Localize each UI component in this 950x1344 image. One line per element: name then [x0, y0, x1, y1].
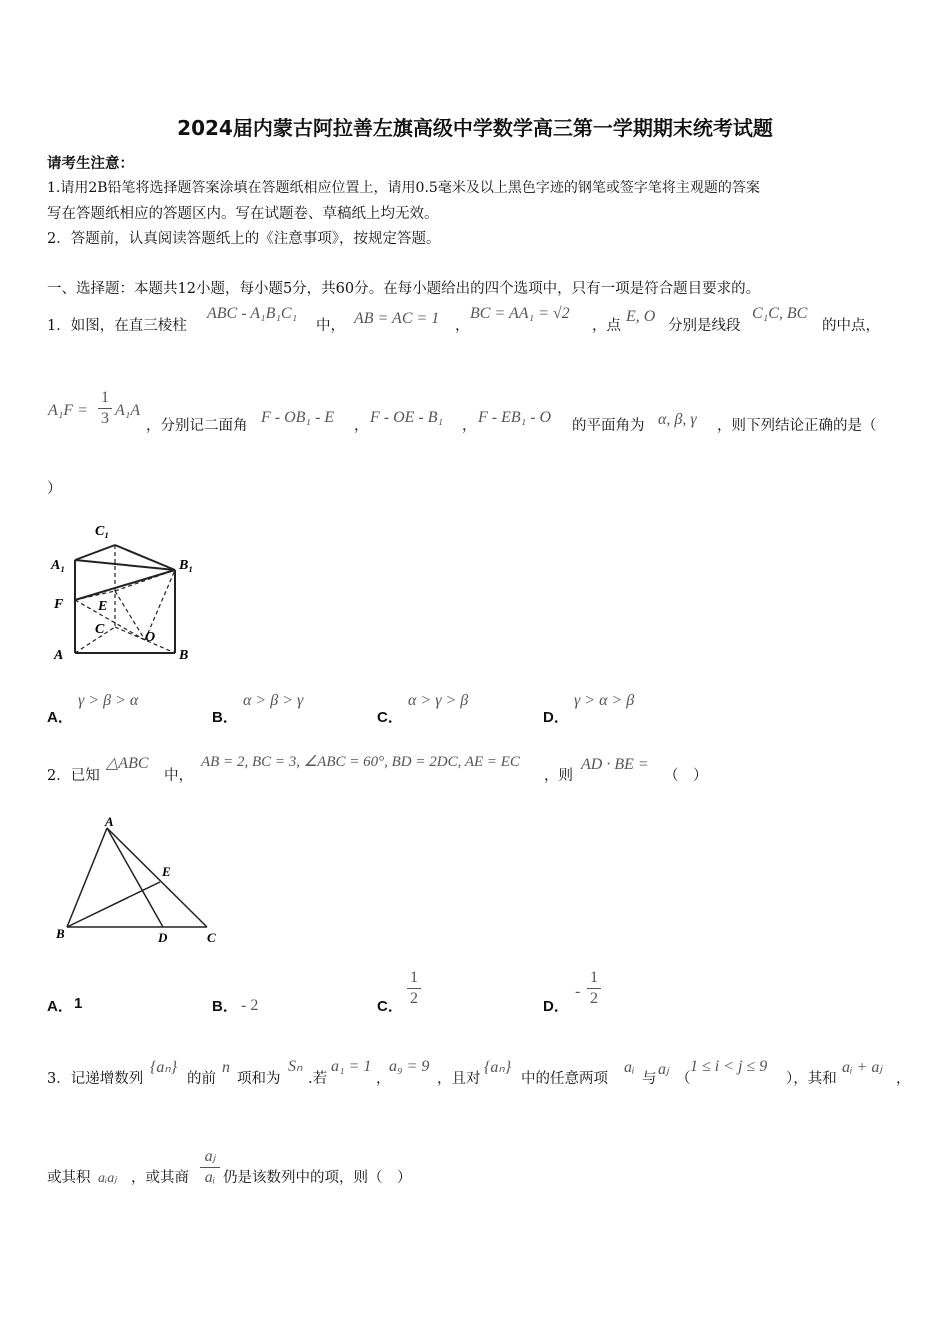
q3-quotient-numerator: aⱼ — [204, 1148, 216, 1165]
q1-text: 分别是线段 — [668, 318, 741, 334]
page-title: 2024届内蒙古阿拉善左旗高级中学数学高三第一学期期末统考试题 — [177, 116, 773, 140]
q3-math: aⱼ — [658, 1061, 669, 1078]
q1-option-b-label[interactable]: B． — [212, 709, 238, 726]
q1-fraction-denominator: 3 — [101, 410, 109, 427]
q1-option-c-value: α > γ > β — [408, 692, 469, 709]
q2-option-b-value: - 2 — [241, 997, 259, 1014]
q1-math: F - EB₁ - O — [478, 409, 552, 426]
q1-text: ， — [354, 418, 369, 434]
q3-math: 1 ≤ i < j ≤ 9 — [690, 1058, 768, 1075]
q3-math: aᵢaⱼ — [98, 1171, 117, 1186]
segment-fb1 — [75, 570, 175, 600]
q1-text: 中， — [316, 318, 345, 334]
label-B1: B₁ — [179, 558, 194, 573]
q3-text: ），其和 — [786, 1071, 837, 1087]
q1-math: A₁A — [115, 402, 141, 419]
q1-text: 的中点， — [822, 318, 880, 334]
q1-math: BC = AA₁ = √2 — [470, 305, 570, 322]
q3-math: aᵢ + aⱼ — [842, 1059, 883, 1076]
label-C: C — [95, 622, 105, 637]
q3-math: {aₙ} — [484, 1059, 512, 1076]
q2-text: ，则 — [544, 768, 573, 784]
q2-text: （ ） — [664, 768, 708, 784]
q1-option-a-value: γ > β > α — [78, 692, 139, 709]
label-A1: A₁ — [51, 558, 66, 573]
q3-text: （ — [676, 1071, 691, 1087]
q1-text: ，点 — [592, 318, 621, 334]
label-F: F — [54, 597, 64, 612]
q3-text: 的前 — [187, 1071, 216, 1087]
q3-math: Sₙ — [288, 1058, 303, 1075]
q2-math: AD · BE = — [581, 756, 649, 773]
label-E: E — [162, 864, 171, 879]
q1-fraction — [98, 389, 112, 428]
q1-option-c-label[interactable]: C． — [377, 709, 403, 726]
segment-eo — [115, 591, 145, 640]
q3-text: 仍是该数列中的项，则（ ） — [223, 1170, 412, 1186]
q3-math: a₁ = 1 — [331, 1058, 372, 1075]
q1-math: AB = AC = 1 — [354, 310, 440, 327]
q1-text: ， — [455, 318, 470, 334]
q1-option-d-value: γ > α > β — [574, 692, 635, 709]
edge-a1b1 — [75, 560, 175, 570]
side-ac — [107, 828, 207, 927]
q2-option-a-label[interactable]: A． — [47, 998, 73, 1015]
q1-option-a-label[interactable]: A． — [47, 709, 73, 726]
label-B: B — [179, 648, 189, 663]
label-C1: C₁ — [95, 524, 110, 539]
q2-text: 2．已知 — [47, 768, 100, 784]
q2-math: △ABC — [106, 755, 149, 772]
q2-option-d-numerator: 1 — [590, 969, 598, 986]
q1-text: ， — [462, 418, 477, 434]
q2-option-d-sign: - — [575, 983, 581, 1000]
q1-text: 的平面角为 — [572, 418, 645, 434]
q3-math: {aₙ} — [150, 1059, 178, 1076]
q1-math: α, β, γ — [658, 411, 697, 428]
q3-text: 或其积 — [47, 1170, 91, 1186]
q2-option-d-denominator: 2 — [590, 990, 598, 1007]
section-1-heading: 一、选择题：本题共12小题，每小题5分，共60分。在每小题给出的四个选项中，只有一项是符合题目要求的。 — [47, 281, 761, 297]
q1-math: A₁F = — [48, 402, 88, 419]
segment-ad — [107, 828, 163, 927]
q3-text: 与 — [642, 1071, 657, 1087]
notice-item-2: 2．答题前，认真阅读答题纸上的《注意事项》，按规定答题。 — [47, 231, 441, 247]
q2-option-b-label[interactable]: B． — [212, 998, 238, 1015]
notice-item-1-line-2: 写在答题纸相应的答题区内。写在试题卷、草稿纸上均无效。 — [47, 206, 439, 222]
label-D: D — [158, 930, 168, 945]
label-E: E — [98, 599, 108, 614]
q2-option-d-label[interactable]: D． — [543, 998, 569, 1015]
q1-text: 1．如图，在直三棱柱 — [47, 318, 187, 334]
q3-text: ， — [896, 1071, 911, 1087]
q2-text: 中， — [164, 768, 193, 784]
q2-option-a-value: 1 — [74, 995, 83, 1012]
q1-math: F - OE - B₁ — [370, 409, 444, 426]
segment-be — [67, 882, 160, 927]
q3-math: aᵢ — [624, 1059, 635, 1076]
segment-fo — [75, 600, 145, 640]
notice-item-1-line-1: 1.请用2B铅笔将选择题答案涂填在答题纸相应位置上，请用0.5毫米及以上黑色字迹的钢笔或签字笔将主观题的答案 — [47, 180, 760, 196]
q1-math: E, O — [626, 308, 656, 325]
q1-fraction-numerator: 1 — [101, 389, 109, 406]
q3-quotient-denominator: aᵢ — [204, 1169, 216, 1186]
q2-option-c-numerator: 1 — [410, 969, 418, 986]
q1-option-b-value: α > β > γ — [243, 692, 304, 709]
q2-triangle-figure — [50, 810, 225, 950]
q1-option-d-label[interactable]: D． — [543, 709, 569, 726]
q3-text: 3．记递增数列 — [47, 1071, 144, 1087]
q1-prism-figure — [45, 515, 210, 665]
side-ab — [67, 828, 107, 927]
label-C: C — [207, 930, 216, 945]
q3-text: 项和为 — [237, 1071, 281, 1087]
q3-text: .若 — [308, 1071, 328, 1087]
q2-math: AB = 2, BC = 3, ∠ABC = 60°, BD = 2DC, AE = EC — [201, 754, 520, 770]
q3-math: a₉ = 9 — [389, 1058, 430, 1075]
q3-quotient-fraction — [200, 1148, 220, 1187]
q3-math: n — [222, 1059, 230, 1076]
label-A: A — [54, 648, 64, 663]
q1-text: ） — [47, 481, 62, 497]
edge-a1c1 — [75, 545, 115, 560]
q3-text: 中的任意两项 — [521, 1071, 608, 1087]
q3-text: ，且对 — [437, 1071, 481, 1087]
notice-heading: 请考生注意： — [47, 155, 134, 172]
q1-math: F - OB₁ - E — [261, 409, 335, 426]
q1-text: ，分别记二面角 — [146, 418, 248, 434]
q3-text: ，或其商 — [131, 1170, 189, 1186]
q1-text: ，则下列结论正确的是（ — [717, 418, 877, 434]
q2-option-d-fraction — [587, 969, 601, 1008]
q2-option-c-fraction — [407, 969, 421, 1008]
q2-option-c-denominator: 2 — [410, 990, 418, 1007]
label-A: A — [105, 814, 114, 829]
q1-math: ABC - A₁B₁C₁ — [207, 305, 298, 322]
q2-option-c-label[interactable]: C． — [377, 998, 403, 1015]
q1-math: C₁C, BC — [752, 305, 808, 322]
q3-text: ， — [376, 1071, 391, 1087]
label-B: B — [56, 926, 65, 941]
label-O: O — [145, 630, 156, 645]
